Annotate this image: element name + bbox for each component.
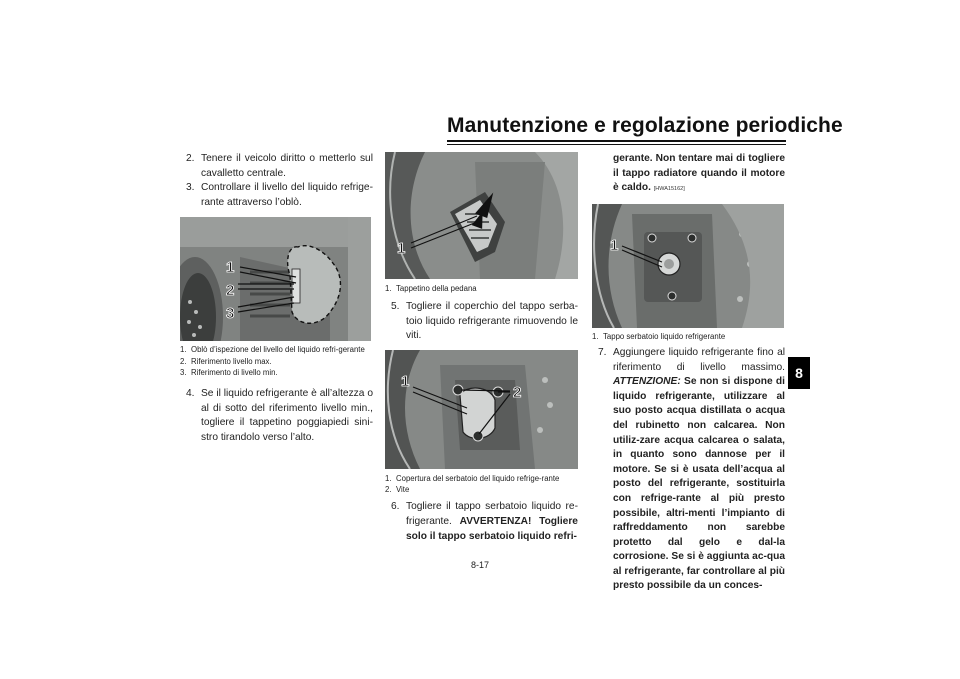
step-5: 5. Togliere il coperchio del tappo serba-toio liquido refrigerante rimuovendo le viti.	[391, 301, 578, 342]
step-2-text: Tenere il veicolo diritto o metterlo sul cavalletto centrale.	[201, 153, 373, 179]
caption-item: 3. Riferimento di livello min.	[180, 367, 278, 377]
warning-lead: AVVERTENZA!	[459, 515, 532, 527]
step-6: 6. Togliere il tappo serbatoio liquido re-frigerante. AVVERTENZA! Togliere solo il tappo serbatoio liquido refri-	[391, 501, 578, 542]
caption-item: 2. Vite	[385, 485, 410, 495]
caption-item: 2. Riferimento livello max.	[180, 356, 272, 366]
caption-item: 1. Oblò d’ispezione del livello del liquido refri-gerante	[180, 345, 365, 355]
photo-label: 3	[226, 305, 235, 323]
photo-label: 2	[513, 383, 522, 401]
warning-text: Togliere solo il tappo serbatoio liquido refri-	[406, 515, 578, 542]
step-7-text: Aggiungere liquido refrigerante fino al riferimento di livello massimo.	[613, 346, 785, 373]
photo-label: 1	[226, 259, 235, 277]
warning-continuation: gerante. Non tentare mai di togliere il tappo radiatore quando il motore è caldo. [HWA15162]	[613, 153, 785, 194]
column-2	[385, 152, 578, 544]
reservoir-cover-photo	[385, 350, 578, 469]
title-rule-thick	[447, 140, 786, 142]
attention-lead: ATTENZIONE:	[613, 376, 681, 388]
caption-item: 1. Tappo serbatoio liquido refrigerante	[592, 331, 726, 341]
photo-label: 1	[397, 240, 406, 257]
floor-mat-photo	[385, 152, 578, 279]
reservoir-cap-photo	[592, 204, 784, 328]
photo-label: 1	[610, 236, 619, 254]
title-rule-thin	[447, 144, 786, 145]
column-3	[592, 152, 785, 594]
page-number: 8-17	[470, 560, 489, 570]
caption-item: 1. Tappetino della pedana	[385, 284, 477, 293]
figure-caption-3	[592, 331, 785, 342]
coolant-sight-glass-photo	[180, 217, 371, 341]
step-4: 4. Se il liquido refrigerante è all’altezza o al di sotto del riferimento livello min., togliere il tappetino poggiapiedi sini-stro tirandolo verso l’alto.	[186, 387, 373, 443]
figure-captions-2	[385, 473, 578, 495]
page-title: Manutenzione e regolazione periodiche	[447, 114, 843, 137]
step-7: 7. Aggiungere liquido refrigerante fino al riferimento di livello massimo. ATTENZIONE: Se non si dispone di liquido refrigerante, utilizzare al suo posto acqua distillata o acqua del rubinetto non calcarea. Non utiliz-zare acqua calcarea o salata, in quanto sono dannose per il motore. Se si è usata dell’acqua al posto del refrigerante, sostituirla con refrige-rante al più presto possibile, altri-menti l’impianto di raffreddamento non sarebbe protetto dal gelo e dal-la corrosione. Se si è aggiunta ac-qua al refrigerante, far controllare al più presto possibile da un conces-	[598, 346, 785, 592]
figure-captions	[180, 344, 373, 378]
step-5-text: Togliere il coperchio del tappo serba-toio liquido refrigerante rimuovendo le viti.	[406, 301, 578, 342]
photo-label: 1	[401, 372, 410, 390]
caption-item: 1. Copertura del serbatoio del liquido refrige-rante	[385, 473, 560, 483]
step-3: 3. Controllare il livello del liquido refrige-rante attraverso l’oblò.	[186, 182, 373, 208]
step-2: 2. Tenere il veicolo diritto o metterlo sul cavalletto centrale.	[186, 153, 373, 179]
figure-caption	[385, 283, 578, 294]
step-6-text: Togliere il tappo serbatoio liquido re-frigerante.	[406, 501, 578, 527]
warning-code: [HWA15162]	[653, 186, 685, 193]
photo-label: 2	[226, 282, 235, 300]
attention-text: Se non si dispone di liquido refrigerante, utilizzare al suo posto acqua distillata o acqua del rubinetto non calcarea. Non utiliz-zare acqua calcarea o salata, in quanto sono dannose per il motore. Se si è usata dell’acqua al posto del refrigerante, sostituirla con refrige-rante al più presto possibile, altri-menti l’impianto di raffreddamento non sarebbe protetto dal gelo e dal-la corrosione. Se si è aggiunta ac-qua al refrigerante, far controllare al più presto possibile da un conces-	[613, 376, 785, 592]
column-1	[180, 152, 373, 445]
step-3-text: Controllare il livello del liquido refrige-rante attraverso l’oblò.	[201, 182, 373, 208]
step-4-text: Se il liquido refrigerante è all’altezza o al di sotto del riferimento livello min., togliere il tappetino poggiapiedi sini-stro tirandolo verso l’alto.	[201, 387, 373, 443]
chapter-tab: 8	[788, 357, 810, 389]
